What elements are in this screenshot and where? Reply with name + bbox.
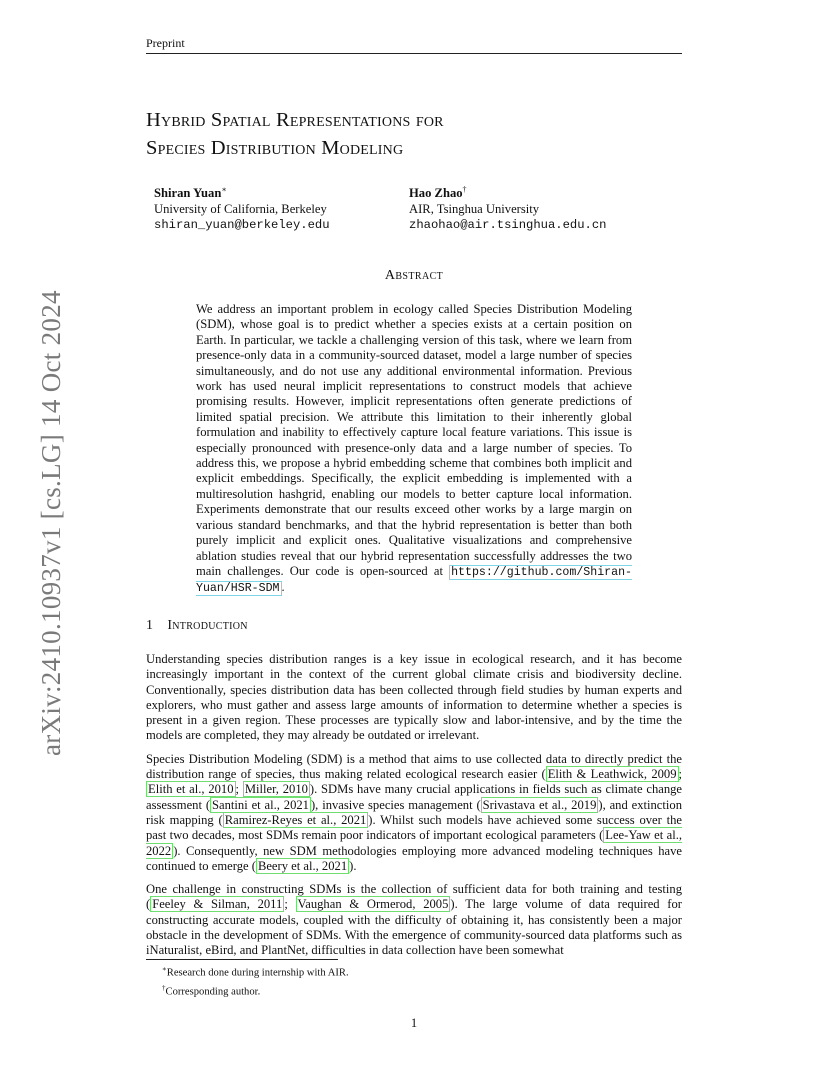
text-run: ; (235, 782, 243, 797)
citation-link[interactable]: Vaughan & Ormerod, 2005 (297, 897, 449, 912)
arxiv-identifier-stamp: arXiv:2410.10937v1 [cs.LG] 14 Oct 2024 (36, 290, 66, 756)
author-affiliation: University of California, Berkeley (154, 202, 327, 217)
citation-link[interactable]: Srivastava et al., 2019 (482, 797, 597, 812)
citation-link[interactable]: Beery et al., 2021 (257, 858, 348, 873)
text-run: ). The large volume of data required for constructing accurate models, coupled with the difficulty of obtaining it, has consistently been a major obstacle in the development of SDMs. With the emergence of community-sourced data platforms such as iNaturalist, eBird, and PlantNet, difficulties in data collection have been somewhat (146, 897, 682, 958)
paragraph-1: Understanding species distribution ranges is a key issue in ecological research, and it has become increasingly important in the context of the current global climate crisis and biodiversity decline. Conventionally, species distribution data has been collected through field studies by human experts and explorers, who must gather and assess large amounts of information to determine whether a species is present in a given region. These processes are typically slow and labor-intensive, and by the time the models are completed, they may already be outdated or irrelevant. (146, 652, 682, 743)
citation-link[interactable]: Ramirez-Reyes et al., 2021 (224, 812, 367, 827)
author-affiliation: AIR, Tsinghua University (409, 202, 540, 217)
footnote-text: Corresponding author. (165, 986, 261, 998)
text-run: ). (349, 858, 357, 873)
footnote-mark: ∗ (162, 965, 167, 973)
code-repository-link[interactable]: https://github.com/Shiran-Yuan/HSR-SDM (196, 565, 632, 596)
author-1 (154, 182, 330, 233)
author-email: zhaohao@air.tsinghua.edu.cn (409, 218, 607, 233)
author-mark: † (462, 185, 467, 194)
abstract-text: We address an important problem in ecology called Species Distribution Modeling (SDM), whose goal is to predict whether a species exists at a certain position on Earth. In particular, we tackle a challenging version of this task, where we learn from presence-only data in a community-sourced dataset, model a large number of species simultaneously, and do not use any additional environmental information. Previous work has used neural implicit representations to construct models that achieve promising results. However, implicit representations often generate predictions of limited spatial precision. We attribute this limitation to their inherently global formulation and inability to effectively capture local feature variations. This issue is especially pronounced with presence-only data and a large number of species. To address this, we propose a hybrid embedding scheme that combines both implicit and explicit embeddings. Specifically, the explicit embedding is implemented with a multiresolution hashgrid, enabling our models to better capture local information. Experiments demonstrate that our results exceed other works by a large margin on various standard benchmarks, and that the hybrid representation is better than both purely implicit and explicit ones. Qualitative visualizations and comprehensive ablation studies reveal that our hybrid representation successfully addresses the two main challenges. Our code is open-sourced at (196, 302, 632, 578)
paper-title (146, 106, 444, 162)
text-run: ), invasive species management ( (310, 797, 481, 812)
footnote-2 (162, 981, 349, 1000)
footnote-text: Research done during internship with AIR. (166, 967, 349, 979)
title-line-2: Species Distribution Modeling (146, 137, 404, 159)
footnote-rule (146, 959, 338, 960)
header-rule (146, 53, 682, 54)
running-head: Preprint (146, 36, 185, 50)
title-line-1: Hybrid Spatial Representations for (146, 109, 444, 131)
abstract-end: . (281, 580, 285, 595)
author-mark: ∗ (221, 185, 227, 194)
paragraph-2 (146, 752, 682, 874)
section-title: Introduction (167, 618, 248, 633)
citation-link[interactable]: Feeley & Silman, 2011 (152, 897, 283, 912)
citation-link[interactable]: Elith et al., 2010 (148, 782, 234, 797)
text-run: ; (678, 767, 683, 782)
paragraph-3 (146, 882, 682, 958)
section-number: 1 (146, 618, 154, 633)
footnotes (162, 962, 349, 999)
footnote-1 (162, 962, 349, 981)
citation-link[interactable]: Santini et al., 2021 (212, 797, 309, 812)
introduction-body (146, 652, 682, 967)
author-email: shiran_yuan@berkeley.edu (154, 218, 330, 233)
citation-link[interactable]: Lee-Yaw et al., 2022 (146, 828, 682, 858)
text-run: ), and extinction risk mapping ( (146, 797, 682, 827)
author-name: Hao Zhao (409, 186, 463, 201)
section-heading-introduction (146, 618, 248, 634)
abstract-body (196, 302, 632, 597)
text-run: One challenge in constructing SDMs is the collection of sufficient data for both training and testing ( (146, 882, 682, 912)
text-run: ). Whilst such models have achieved some success over the past two decades, most SDMs remain poor indicators of important ecological parameters ( (146, 812, 682, 843)
citation-link[interactable]: Miller, 2010 (244, 782, 308, 797)
footnote-mark: † (162, 983, 166, 992)
page-number: 1 (410, 1016, 418, 1030)
author-2 (409, 182, 606, 233)
text-run: ; (284, 897, 296, 912)
abstract-heading: Abstract (384, 268, 444, 283)
author-name: Shiran Yuan (154, 186, 222, 201)
citation-link[interactable]: Elith & Leathwick, 2009 (547, 767, 677, 782)
paper-page (146, 0, 682, 1072)
text-run: Species Distribution Modeling (SDM) is a method that aims to use collected data to directly predict the distribution range of species, thus making related ecological research easier ( (146, 751, 682, 782)
text-run: ). Consequently, new SDM methodologies employing more advanced modeling techniques have continued to emerge ( (146, 843, 682, 873)
text-run: ). SDMs have many crucial applications in fields such as climate change assessment ( (146, 782, 683, 812)
